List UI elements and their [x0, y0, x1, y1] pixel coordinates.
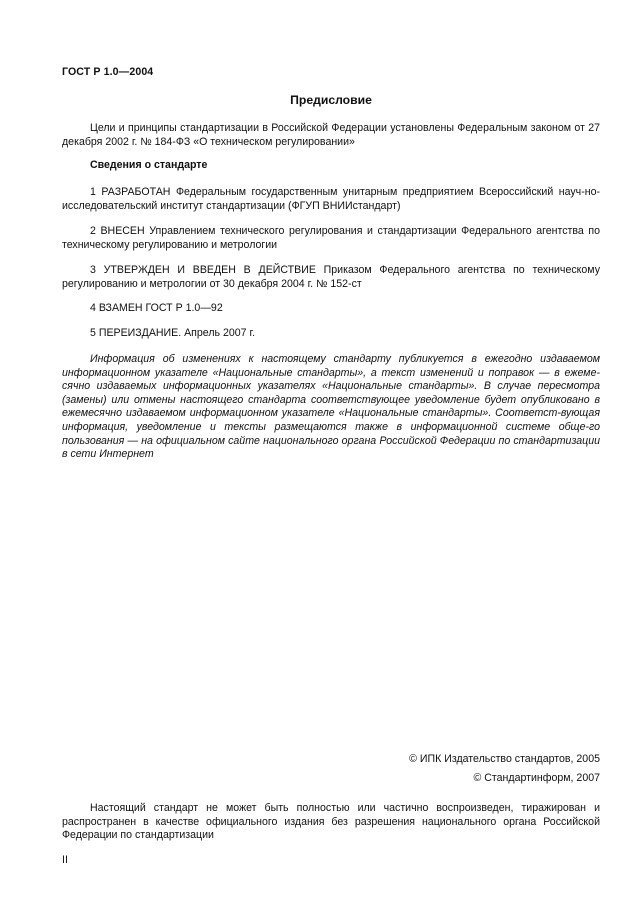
page-number: II [62, 854, 68, 866]
introduced-paragraph: 2 ВНЕСЕН Управлением технического регулирования и стандартизации Федерального агентства по техническому регулированию и метрологии [62, 225, 600, 251]
reissue-paragraph: 5 ПЕРЕИЗДАНИЕ. Апрель 2007 г. [90, 327, 256, 339]
section-title: Предисловие [290, 93, 372, 107]
developed-paragraph: 1 РАЗРАБОТАН Федеральным государственным унитарным предприятием Всероссийский науч-но-исследовательский институт стандартизации (ФГУП ВНИИстандарт) [62, 186, 600, 212]
copyright-standartinform: © Стандартинформ, 2007 [473, 772, 600, 784]
reproduction-notice: Настоящий стандарт не может быть полностью или частично воспроизведен, тиражирован и распространен в качестве официального издания без разрешения национального органа Российской Федерации по стандартизации [62, 802, 600, 842]
copyright-ipk: © ИПК Издательство стандартов, 2005 [409, 753, 600, 765]
info-heading: Сведения о стандарте [90, 159, 208, 171]
standard-id-header: ГОСТ Р 1.0—2004 [62, 66, 154, 78]
changes-info-paragraph: Информация об изменениях к настоящему стандарту публикуется в ежегодно издаваемом информационном указателе «Национальные стандарты», а текст изменений и поправок — в ежеме-сячно издаваемых информационных указателях «Национальные стандарты». В случае пересмотра (замены) или отмены настоящего стандарта соответствующее уведомление будет опубликовано в ежемесячно издаваемом информационном указателе «Национальные стандарты». Соответст-вующая информация, уведомление и тексты размещаются также в информационной системе обще-го пользования — на официальном сайте национального органа Российской Федерации по стандартизации в сети Интернет [62, 353, 600, 461]
approved-paragraph: 3 УТВЕРЖДЕН И ВВЕДЕН В ДЕЙСТВИЕ Приказом Федерального агентства по техническому регулированию и метрологии от 30 декабря 2004 г. № 152-ст [62, 264, 600, 290]
goals-paragraph: Цели и принципы стандартизации в Российской Федерации установлены Федеральным законом от 27 декабря 2002 г. № 184-ФЗ «О техническом регулировании» [62, 122, 600, 148]
replaces-paragraph: 4 ВЗАМЕН ГОСТ Р 1.0—92 [90, 302, 223, 314]
